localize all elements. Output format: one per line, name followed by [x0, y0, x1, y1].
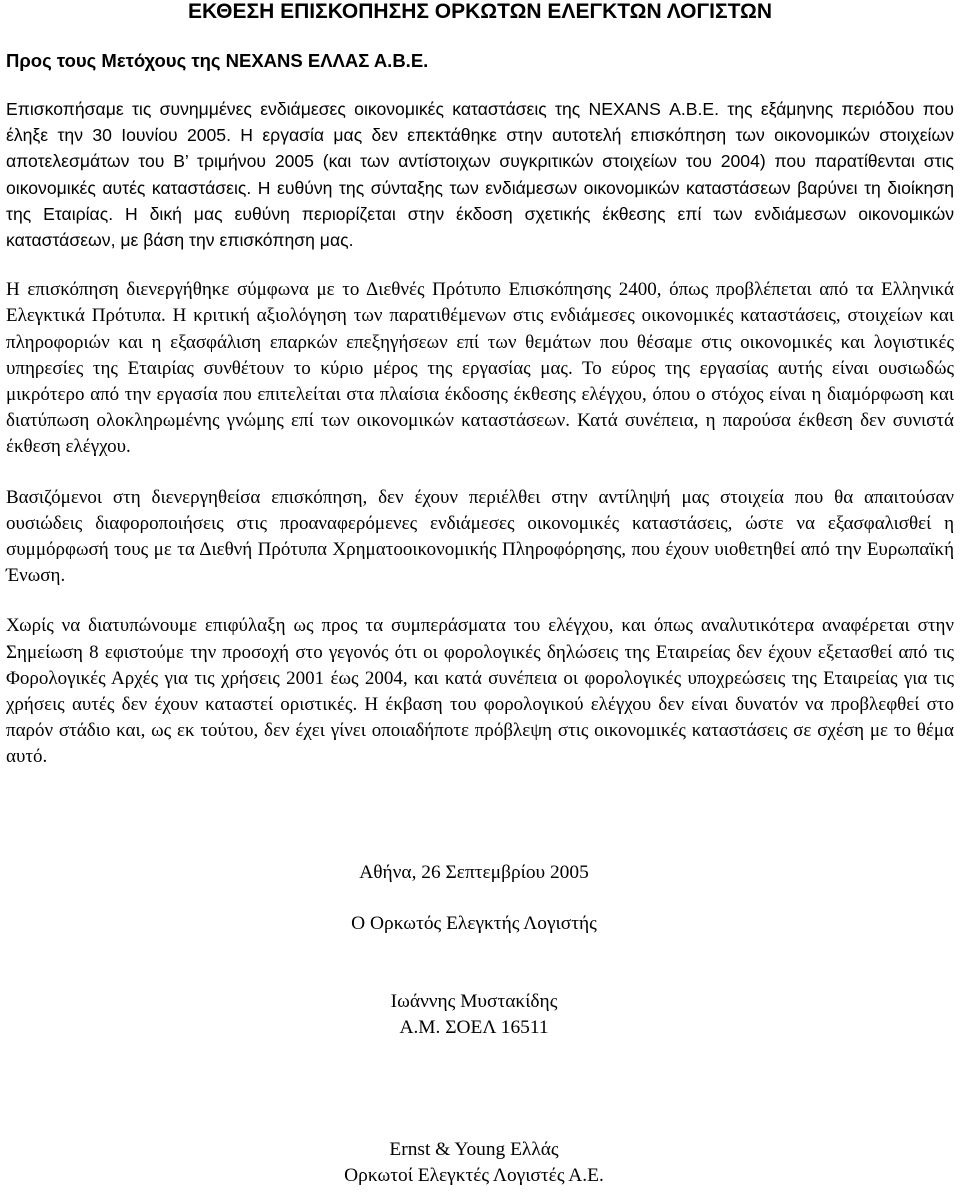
signatory-name: Ιωάννης Μυστακίδης: [390, 991, 558, 1012]
place-date: Αθήνα, 26 Σεπτεμβρίου 2005: [359, 862, 589, 883]
paragraph-review-standard: Η επισκόπηση διενεργήθηκε σύμφωνα με το Διεθνές Πρότυπο Επισκόπησης 2400, όπως προβλέπεται από τα Ελληνικά Ελεγκτικά Πρότυπα. Η κριτική αξιολόγηση των παρατιθέμενων στις ενδιάμεσες οικονομικές καταστάσεις, στοιχείων και πληροφοριών και η εξασφάλιση επαρκών επεξηγήσεων επί των θεμάτων που θέσαμε στις οικονομικές και λογιστικές υπηρεσίες της Εταιρίας συνθέτουν το κύριο μέρος της εργασίας μας. Το εύρος της εργασίας αυτής είναι ουσιωδώς μικρότερο από την εργασία που επιτελείται στα πλαίσια έκδοσης έκθεσης ελέγχου, όπου ο στόχος είναι η διαμόρφωση και διατύπωση ολοκληρωμένης γνώμης επί των οικονομικών καταστάσεων. Κατά συνέπεια, η παρούσα έκθεση δεν συνιστά έκθεση ελέγχου.: [6, 279, 954, 458]
firm-name: Ernst & Young Ελλάς: [389, 1139, 559, 1160]
audit-report-page: [6, 0, 954, 771]
report-addressee: Προς τους Μετόχους της NEXANS ΕΛΛΑΣ Α.Β.Ε.: [6, 50, 429, 71]
signatory-registration: Α.Μ. ΣΟΕΛ 16511: [399, 1017, 549, 1038]
paragraph-scope: Επισκοπήσαμε τις συνημμένες ενδιάμεσες οικονομικές καταστάσεις της NEXANS Α.Β.Ε. της εξάμηνης περιόδου που έληξε την 30 Ιουνίου 2005. Η εργασία μας δεν επεκτάθηκε στην αυτοτελή επισκόπηση των οικονομικών στοιχείων αποτελεσμάτων του Β’ τριμήνου 2005 (και των αντίστοιχων συγκριτικών στοιχείων του 2004) που παρατίθενται στις οικονομικές αυτές καταστάσεις. Η ευθύνη της σύνταξης των ενδιάμεσων οικονομικών καταστάσεων βαρύνει τη διοίκηση της Εταιρίας. Η δική μας ευθύνη περιορίζεται στην έκδοση σχετικής έκθεσης επί των ενδιάμεσων οικονομικών καταστάσεων, με βάση την επισκόπηση μας.: [6, 99, 954, 251]
paragraph-conclusion: Βασιζόμενοι στη διενεργηθείσα επισκόπηση, δεν έχουν περιέλθει στην αντίληψή μας στοιχεία που θα απαιτούσαν ουσιώδεις διαφοροποιήσεις στις προαναφερόμενες ενδιάμεσες οικονομικές καταστάσεις, ώστε να εξασφαλισθεί η συμμόρφωσή τους με τα Διεθνή Πρότυπα Χρηματοοικονομικής Πληροφόρησης, που έχουν υιοθετηθεί από την Ευρωπαϊκή Ένωση.: [6, 486, 954, 587]
signatory-role: Ο Ορκωτός Ελεγκτής Λογιστής: [351, 913, 597, 934]
paragraph-emphasis-of-matter: Χωρίς να διατυπώνουμε επιφύλαξη ως προς τα συμπεράσματα του ελέγχου, και όπως αναλυτικότερα αναφέρεται στην Σημείωση 8 εφιστούμε την προσοχή στο γεγονός ότι οι φορολογικές δηλώσεις της Εταιρείας δεν έχουν εξετασθεί από τις Φορολογικές Αρχές για τις χρήσεις 2001 έως 2004, και κατά συνέπεια οι φορολογικές υποχρεώσεις της Εταιρείας για τις χρήσεις αυτές δεν έχουν καταστεί οριστικές. Η έκβαση του φορολογικού ελέγχου δεν είναι δυνατόν να προβλεφθεί στο παρόν στάδιο και, ως εκ τούτου, δεν έχει γίνει οποιαδήποτε πρόβλεψη στις οικονομικές καταστάσεις σε σχέση με το θέμα αυτό.: [6, 615, 954, 768]
report-title: ΕΚΘΕΣΗ ΕΠΙΣΚΟΠΗΣΗΣ ΟΡΚΩΤΩΝ ΕΛΕΓΚΤΩΝ ΛΟΓΙΣΤΩΝ: [187, 0, 773, 23]
firm-subtitle: Ορκωτοί Ελεγκτές Λογιστές Α.Ε.: [344, 1165, 604, 1186]
